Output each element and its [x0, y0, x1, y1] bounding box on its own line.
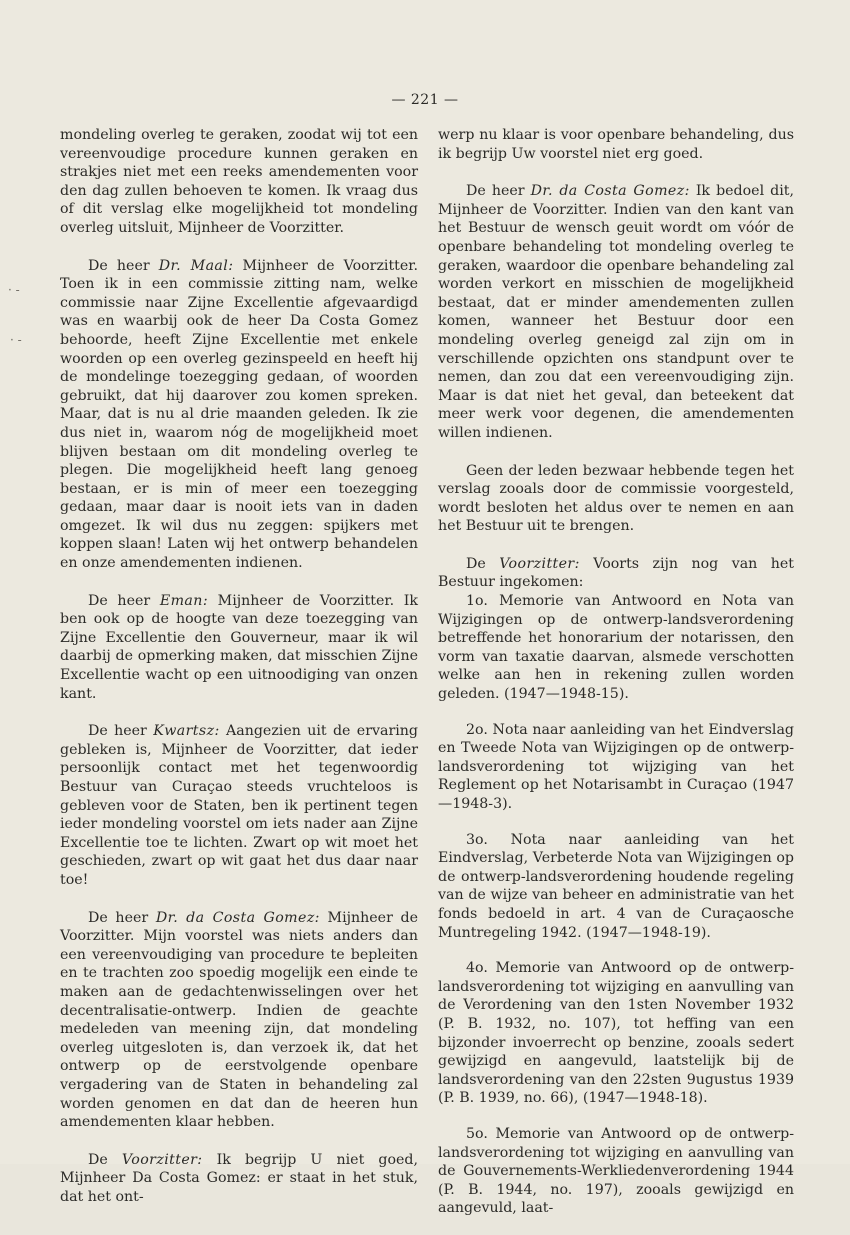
paragraph: De Voorzitter: Ik begrijp U niet goed, Mijnheer Da Costa Gomez: er staat in het stuk, dat het ont-: [60, 1151, 419, 1205]
speaker-name: Kwartsz:: [153, 723, 220, 740]
left-column: [60, 126, 418, 1225]
paragraph: De heer Kwartsz: Aangezien uit de ervaring gebleken is, Mijnheer de Voorzitter, dat ieder persoonlijk contact met het tegenwoordig Bestuur van Curaçao steeds vruchteloos is gebleven voor de Staten, ben ik pertinent tegen ieder mondeling voorstel om iets nader aan Zijne Excellentie toe te lichten. Zwart op wit moet het geschieden, zwart op wit gaat het dus daar naar toe!: [60, 723, 418, 888]
list-item: 3o. Nota naar aanleiding van het Eindverslag, Verbeterde Nota van Wijzigingen op de ontwerp-landsverordening houdende regeling van de wijze van beheer en administratie van het fonds bedoeld in art. 4 van de Curaçaosche Muntregeling 1942. (1947—1948-19).: [438, 831, 794, 941]
list-item: 4o. Memorie van Antwoord op de ontwerp-landsverordening tot wijziging en aanvulling van de Verordening van den 1sten November 1932 (P. B. 1932, no. 107), tot heffing van een bijzonder invoerrecht op benzine, zooals sedert gewijzigd en aangevuld, laatstelijk bij de landsverordening van den 22sten 9ugustus 1939 (P. B. 1939, no. 66), (1947—1948-18).: [438, 960, 794, 1107]
paragraph: De heer Eman: Mijnheer de Voorzitter. Ik ben ook op de hoogte van deze toezegging van Zijne Excellentie den Gouverneur, maar ik wil daarbij de opmerking maken, dat misschien Zijne Excellentie wacht op een uitnoodiging van onzen kant.: [60, 592, 418, 702]
speaker-name: Dr. da Costa Gomez:: [530, 183, 690, 200]
list-item: 2o. Nota naar aanleiding van het Eindverslag en Tweede Nota van Wijzigingen op de ontwerp-landsverordening tot wijziging van het Reglement op het Notarisambt in Curaçao (1947—1948-3).: [438, 721, 794, 812]
speaker-name: Voorzitter:: [121, 1151, 203, 1168]
speaker-name: Voorzitter:: [499, 555, 580, 572]
paragraph: werp nu klaar is voor openbare behandeling, dus ik begrijp Uw voorstel niet erg goed.: [438, 127, 794, 162]
paragraph: De Voorzitter: Voorts zijn nog van het Bestuur ingekomen:: [438, 555, 794, 591]
list-item: 1o. Memorie van Antwoord en Nota van Wijzigingen op de ontwerp-landsverordening betreffende het honorarium der notarissen, den vorm van taxatie daarvan, alsmede verschotten welke aan hen in rekening zullen worden geleden. (1947—1948-15).: [438, 593, 794, 703]
paragraph: De heer Dr. da Costa Gomez: Ik bedoel dit, Mijnheer de Voorzitter. Indien van den kant van het Bestuur de wensch geuit wordt om vóór de openbare behandeling tot mondeling overleg te geraken, waardoor die openbare behandeling zal worden verkort en misschien de mogelijkheid bestaat, dat er minder amendementen zullen komen, wanneer het Bestuur door een mondeling overleg geneigd zal zijn om in verschillende opzichten ons standpunt over te nemen, dan zou dat een vereenvoudiging zijn. Maar is dat niet het geval, dan beteekent dat meer werk voor degenen, die amendementen willen indienen.: [438, 183, 794, 441]
page-number: — 221 —: [391, 92, 459, 108]
speaker-name: Dr. Maal:: [158, 257, 234, 274]
speaker-name: Dr. da Costa Gomez:: [155, 909, 320, 926]
paragraph: De heer Dr. da Costa Gomez: Mijnheer de Voorzitter. Mijn voorstel was niets anders dan een vereenvoudiging van procedure te bepleiten en te trachten zoo spoedig mogelijk een einde te maken aan de gedachtenwisselingen over het decentralisatie-ontwerp. Indien de geachte medeleden van meening zijn, dat mondeling overleg uitgesloten is, dan verzoek ik, dat het ontwerp op de eerstvolgende openbare vergadering van de Staten in behandeling zal worden genomen en dat dan de heeren hun amendementen klaar hebben.: [60, 909, 418, 1131]
margin-mark: ‧ ‐: [8, 283, 20, 297]
speaker-name: Eman:: [159, 592, 208, 609]
list-item: 5o. Memorie van Antwoord op de ontwerp-landsverordening tot wijziging en aanvulling van de Gouvernements-Werkliedenverordening 1944 (P. B. 1944, no. 197), zooals gewijzigd en aangevuld, laat-: [438, 1125, 794, 1217]
paragraph: Geen der leden bezwaar hebbende tegen het verslag zooals door de commissie voorgesteld, wordt besloten het aldus over te nemen en aan het Bestuur uit te brengen.: [438, 462, 794, 535]
paragraph: De heer Dr. Maal: Mijnheer de Voorzitter. Toen ik in een commissie zitting nam, welke commissie naar Zijne Excellentie afgevaardigd was en waarbij ook de heer Da Costa Gomez behoorde, heeft Zijne Excellentie met enkele woorden op een overleg gezinspeeld en heeft hij de mondelinge toezegging gedaan, of woorden gebruikt, dat hij daarover zou komen spreken. Maar, dat is nu al drie maanden geleden. Ik zie dus niet in, waarom nóg de mogelijkheid moet blijven bestaan om dit mondeling overleg te plegen. Die mogelijkheid heeft lang genoeg bestaan, er is min of meer een toezegging gedaan, maar daar is nooit iets van in daden omgezet. Ik wil dus nu zeggen: spijkers met koppen slaan! Laten wij het ontwerp behandelen en onze amendementen indienen.: [60, 257, 418, 572]
margin-mark: ‧ ‑: [10, 333, 22, 347]
paragraph: mondeling overleg te geraken, zoodat wij tot een vereenvoudige procedure kunnen geraken en strakjes niet met een reeks amendementen voor den dag zullen behoeven te komen. Ik vraag dus of dit verslag elke mogelijkheid tot mondeling overleg uitsluit, Mijnheer de Voorzitter.: [60, 127, 418, 236]
right-column: [438, 126, 794, 1235]
